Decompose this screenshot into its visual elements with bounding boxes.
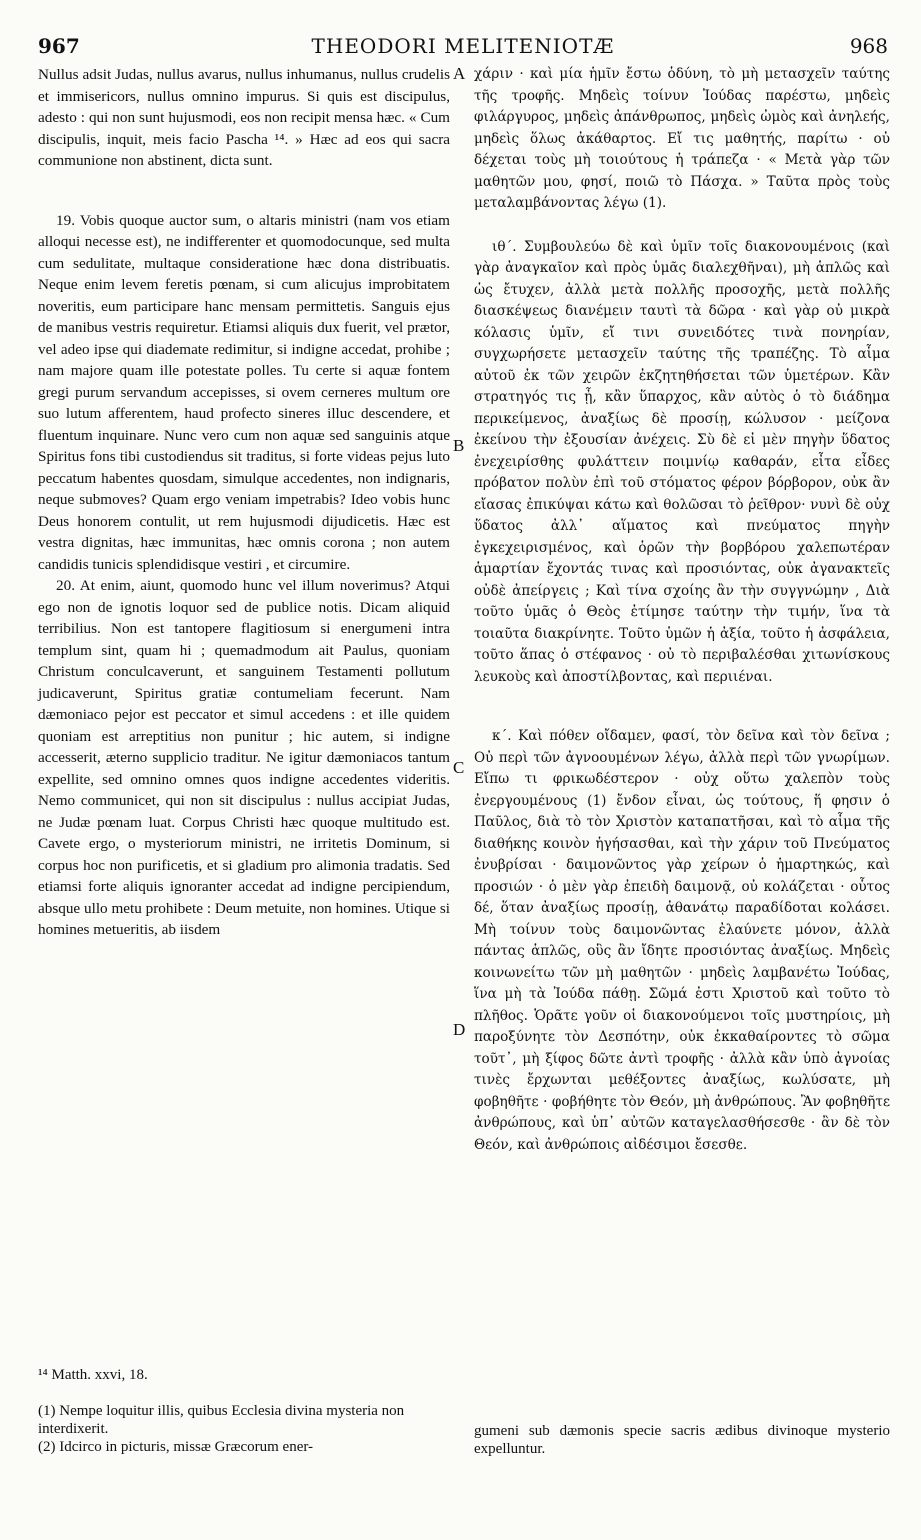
margin-marker-b: B bbox=[453, 436, 465, 455]
footnotes-right bbox=[474, 1407, 890, 1473]
page-number-left: 967 bbox=[38, 34, 80, 58]
margin-marker-a: A bbox=[453, 64, 466, 83]
greek-column bbox=[474, 64, 890, 1156]
latin-paragraph-20: 20. At enim, aiunt, quomodo hunc vel illum noverimus? Atqui ego non de ignotis loquor sed de publice notis. Dicam aliquid terribilius. Non est tantopere flagitiosum si energumeni intra templum sint, quam hi ; quemadmodum ait Paulus, quoniam Christum conculcaverunt, et sanguinem Testamenti pollutum judicaverunt, Spiritus gratiæ contumeliam fecerunt. Nam dæmoniaco pejor est peccator et simul accedens : et ille quidem quoniam est arreptitius non punitur ; hic autem, si indigne accesserit, æterno supplicio traditur. Ne igitur dæmoniacos tantum expellite, sed omnino omnes quos indigne accedentes videritis. Nemo communicet, qui non sit discipulus : nullus accipiat Judas, ne Judæ pœnam luat. Corpus Christi hæc quoque multitudo est. Cavete ergo, o mysteriorum ministri, ne irritetis Dominum, si corpus hoc non purificetis, et si gladium pro alimonia tradatis. Sed etiamsi forte aliquis ignoranter accedat ad indigne percipiendum, absque ullo metu prohibete : Deum metuite, non homines. Utique si homines metueritis, ab iisdem bbox=[38, 577, 450, 938]
footnote-2-continued: gumeni sub dæmonis specie sacris ædibus divinoque mysterio expelluntur. bbox=[474, 1423, 890, 1457]
running-header bbox=[38, 34, 888, 60]
latin-paragraph-19: 19. Vobis quoque auctor sum, o altaris ministri (nam vos etiam alloqui necesse est), ne indifferenter et quomodocunque, sed multa cum sedulitate, multaque consideratione hæc dona distribuatis. Neque enim levem feretis pœnam, si cum alicujus improbitatem noveritis, eum participare hanc mensam permittetis. Sanguis ejus de manibus vestris requiretur. Etiamsi aliquis dux fuerit, vel prætor, vel adeo ipse qui diademate redimitur, si indigne accedat, prohibe ; nam majore quam ille potestate polles. Tu certe si aquæ fontem gregi purum servandum accepisses, si ovem cerneres multum ore suo lutum afferentem, haud profecto sineres illuc descendere, et fluentum inquinare. Nunc vero cum non aquæ sed sanguinis atque Spiritus fons tibi custodiendus sit traditus, si forte videas pejus luto peccatum habentes quosdam, simulque accedentes, non indignaris, neque submoves? Quam ergo veniam impetrabis? Ideo vobis hunc Deus honorem contulit, ut rem hujusmodi dijudicetis. Hæc est vestra dignitas, hæc immunitas, hæc omnis corona ; non autem candidis tunicis splendidisque vestiri , et circumire. bbox=[38, 211, 450, 573]
greek-paragraph-19: ιθ΄. Συμβουλεύω δὲ καὶ ὑμῖν τοῖς διακονουμένοις (καὶ γὰρ ἀναγκαῖον καὶ πρὸς ὑμᾶς διαλεχθῆναι), μὴ ἁπλῶς καὶ ὡς ἔτυχεν, ἀλλὰ μετὰ πολλῆς προσοχῆς, μετὰ πολλῆς διασκέψεως διανέμειν ταυτὶ τὰ δῶρα · καὶ γὰρ οὐ μικρὰ κόλασις ὑμῖν, εἴ τινι συνειδότες τινὰ πονηρίαν, συγχωρήσετε μετασχεῖν ταύτης τῆς τραπέζης. Τὸ αἷμα αὐτοῦ ἐκ τῶν χειρῶν ἐκζητηθήσεται τῶν ὑμετέρων. Κἂν στρατηγός τις ᾖ, κἂν ὕπαρχος, κἂν αὐτὸς ὁ τὸ διάδημα περικείμενος, ἀναξίως δὲ προσίῃ, κώλυσον · μείζονα ἐκείνου τὴν ἐξουσίαν ἀνέχεις. Σὺ δὲ εἰ μὲν πηγὴν ὕδατος ἐνεχειρίσθης φυλάττειν ποιμνίῳ καθαράν, εἶτα εἶδες πρόβατον πολὺν ἐπὶ τοῦ στόματος φέρον βόρβορον, οὐκ ἂν εἴασας ἐπικύψαι κάτω καὶ θολῶσαι τὸ ῥεῖθρον· νυνὶ δὲ οὐχ ὕδατος ἀλλ᾽ αἵματος καὶ πνεύματος πηγὴν ἐγκεχειρισμένος, καὶ ὁρῶν τὴν βορβόρου χαλεπωτέραν ἁμαρτίαν ἔχοντάς τινας καὶ προσιόντας, οὐκ ἀγανακτεῖς οὐδὲ ἀπείργεις ; Καὶ τίνα σχοίης ἂν τὴν συγγνώμην , Διὰ τοῦτο ὑμᾶς ὁ Θεὸς ἐτίμησε ταύτην τὴν τιμήν, ἵνα τὰ τοιαῦτα διακρίνητε. Τοῦτο ὑμῶν ἡ ἀξία, τοῦτο ἡ ἀσφάλεια, τοῦτο ἅπας ὁ στέφανος · οὐ τὸ περιβαλέσθαι χιτωνίσκους λευκοὺς καὶ ἀποστίλβοντας, καὶ περιιέναι. bbox=[474, 238, 890, 685]
greek-paragraph: χάριν · καὶ μία ἡμῖν ἔστω ὁδύνη, τὸ μὴ μετασχεῖν ταύτης τῆς τροφῆς. Μηδεὶς τοίνυν Ἰούδας παρέστω, μηδεὶς φιλάργυρος, μηδεὶς ἀπάνθρωπος, μηδεὶς ὠμὸς καὶ ἀνηλεής, μηδεὶς ὅλως ἀκάθαρτος. Εἴ τις μαθητής, παρίτω · οὐ δέχεται τοὺς μὴ τοιούτους ἡ τράπεζα · « Μετὰ γὰρ τῶν μαθητῶν μου, φησί, ποιῶ τὸ Πάσχα. » Ταῦτα πρὸς τοὺς μεταλαμβάνοντας λέγω (1). bbox=[474, 66, 890, 211]
greek-paragraph-20: κ΄. Καὶ πόθεν οἴδαμεν, φασί, τὸν δεῖνα καὶ τὸν δεῖνα ; Οὐ περὶ τῶν ἀγνοουμένων λέγω, ἀλλὰ περὶ τῶν γνωρίμων. Εἴπω τι φρικωδέστερον · οὐχ οὕτω χαλεπὸν τοὺς ἐνεργουμένους (1) ἔνδον εἶναι, ὡς τούτους, ἥ φησιν ὁ Παῦλος, διὰ τὸ τὸν Χριστὸν καταπατῆσαι, καὶ τὸ αἷμα τῆς διαθήκης κοινὸν ἡγήσασθαι, καὶ τὴν χάριν τοῦ Πνεύματος ἐνυβρίσαι · δαιμονῶντος γὰρ χείρων ὁ ἡμαρτηκώς, καὶ προσιών · ὁ μὲν γὰρ ἐπειδὴ δαιμονᾷ, οὐ κολάζεται · οὗτος δέ, ὅταν ἀναξίως προσίῃ, ἀθανάτῳ παραδίδοται κολάσει. Μὴ τοίνυν τοὺς δαιμονῶντας ἐλαύνετε μόνον, ἀλλὰ πάντας ἁπλῶς, οὓς ἂν ἴδητε προσιόντας ἀναξίως. Μηδεὶς κοινωνείτω τῶν μὴ μαθητῶν · μηδεὶς λαμβανέτω Ἰούδας, ἵνα μὴ τὰ Ἰούδα πάθῃ. Σῶμά ἐστι Χριστοῦ καὶ τοῦτο τὸ πλῆθος. Ὁρᾶτε γοῦν οἱ διακονούμενοι τοῖς μυστηρίοις, μὴ παροξύνητε τὸν Δεσπότην, οὐκ ἐκκαθαίροντες τὸ σῶμα τοῦτ᾽, μὴ ξίφος δῶτε ἀντὶ τροφῆς · ἀλλὰ κἂν ὑπὸ ἀγνοίας τινὲς ἔρχωνται μεθέξοντες ἀναξίως, κωλύσατε, μὴ φοβηθῆτε · φοβήθητε τὸν Θεόν, μὴ ἀνθρώπους. Ἂν φοβηθῆτε ἀνθρώπους, καὶ ὑπ᾽ αὐτῶν καταγελασθήσεσθε · ἂν δὲ τὸν Θεόν, καὶ ἀνθρώποις αἰδέσιμοι ἔσεσθε. bbox=[474, 728, 890, 1153]
footnotes-left bbox=[38, 1366, 450, 1456]
footnote-1: (1) Nempe loquitur illis, quibus Ecclesia divina mysteria non interdixerit. bbox=[38, 1403, 405, 1437]
footnote-2: (2) Idcirco in picturis, missæ Græcorum ener- bbox=[38, 1439, 314, 1455]
running-title: THEODORI MELITENIOTÆ bbox=[311, 34, 615, 58]
latin-column bbox=[38, 64, 450, 941]
latin-paragraph: Nullus adsit Judas, nullus avarus, nullus inhumanus, nullus crudelis et immisericors, nullus omnino impurus. Si quis est discipulus, adesto : qui non sunt hujusmodi, eos non recipit mensa hæc. « Cum discipulis, inquit, meis facio Pascha ¹⁴. » Hæc ad eos qui sacra communione non abstinent, dicta sunt. bbox=[38, 66, 450, 169]
margin-marker-c: C bbox=[453, 758, 465, 777]
margin-marker-d: D bbox=[453, 1020, 466, 1039]
page-number-right: 968 bbox=[849, 34, 888, 58]
scripture-reference: ¹⁴ Matth. xxvi, 18. bbox=[38, 1367, 148, 1383]
